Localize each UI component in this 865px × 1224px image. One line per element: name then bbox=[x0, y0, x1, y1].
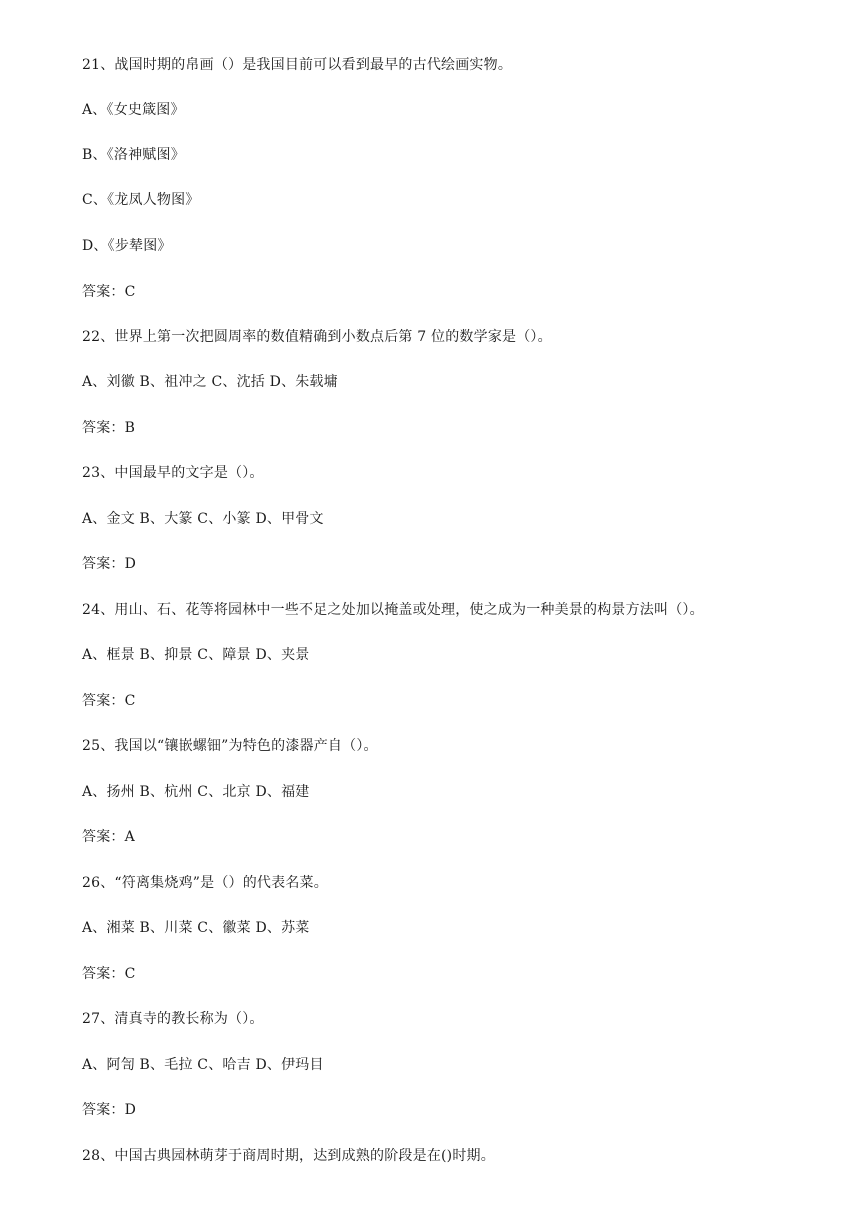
question-27-options: A、阿訇 B、毛拉 C、哈吉 D、伊玛目 bbox=[82, 1057, 324, 1073]
question-22-answer: 答案：B bbox=[82, 420, 136, 436]
question-24-options: A、框景 B、抑景 C、障景 D、夹景 bbox=[82, 647, 310, 663]
question-21-option-a: A、《女史箴图》 bbox=[82, 102, 185, 118]
question-25-text: 25、我国以“镶嵌螺钿”为特色的漆器产自（）。 bbox=[82, 738, 378, 754]
question-25-options: A、扬州 B、杭州 C、北京 D、福建 bbox=[82, 784, 310, 800]
question-25-answer: 答案：A bbox=[82, 829, 135, 845]
question-21-answer: 答案：C bbox=[82, 284, 136, 300]
question-28-text: 28、中国古典园林萌芽于商周时期，达到成熟的阶段是在()时期。 bbox=[82, 1148, 495, 1164]
question-22-text: 22、世界上第一次把圆周率的数值精确到小数点后第 7 位的数学家是（）。 bbox=[82, 329, 552, 345]
question-27-text: 27、清真寺的教长称为（）。 bbox=[82, 1011, 264, 1027]
question-21-option-d: D、《步辇图》 bbox=[82, 238, 172, 254]
question-21-option-b: B、《洛神赋图》 bbox=[82, 147, 185, 163]
question-21-option-c: C、《龙凤人物图》 bbox=[82, 192, 200, 208]
question-23-answer: 答案：D bbox=[82, 556, 137, 572]
question-23-text: 23、中国最早的文字是（）。 bbox=[82, 465, 264, 481]
question-26-options: A、湘菜 B、川菜 C、徽菜 D、苏菜 bbox=[82, 920, 310, 936]
question-22-options: A、刘徽 B、祖冲之 C、沈括 D、朱载墉 bbox=[82, 374, 338, 390]
question-26-answer: 答案：C bbox=[82, 966, 136, 982]
question-24-answer: 答案：C bbox=[82, 693, 136, 709]
question-23-options: A、金文 B、大篆 C、小篆 D、甲骨文 bbox=[82, 511, 324, 527]
question-21-text: 21、战国时期的帛画（）是我国目前可以看到最早的古代绘画实物。 bbox=[82, 57, 513, 73]
question-27-answer: 答案：D bbox=[82, 1102, 137, 1118]
question-26-text: 26、“符离集烧鸡”是（）的代表名菜。 bbox=[82, 875, 328, 891]
question-24-text: 24、用山、石、花等将园林中一些不足之处加以掩盖或处理，使之成为一种美景的构景方法叫（）。 bbox=[82, 602, 704, 618]
